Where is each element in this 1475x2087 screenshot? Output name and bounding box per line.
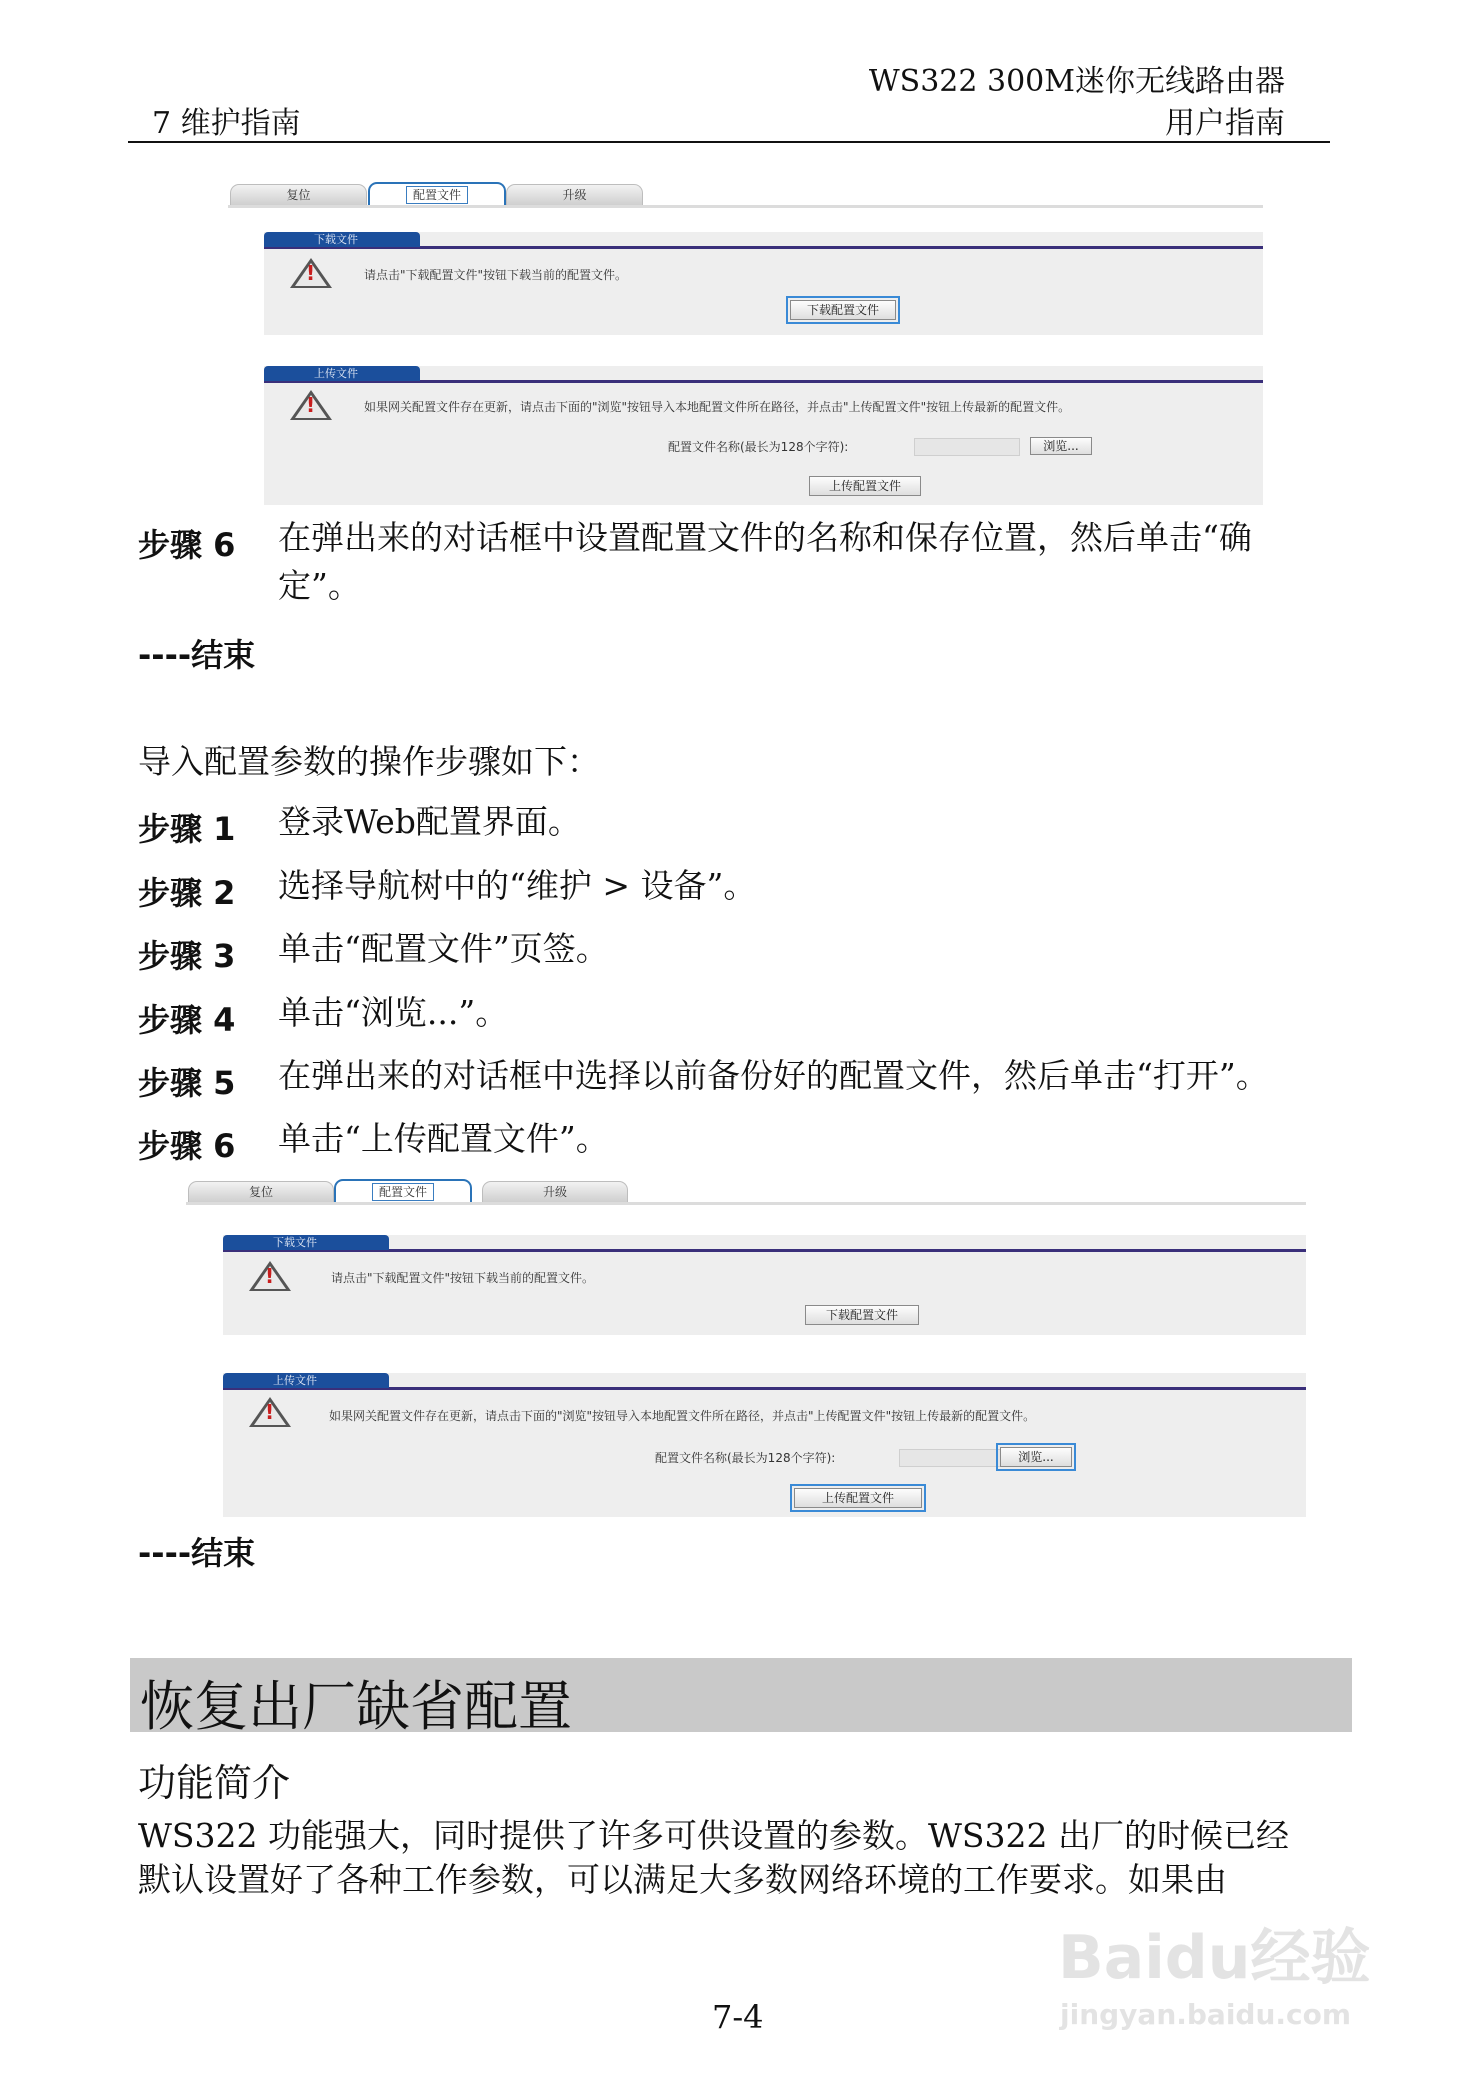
upload-panel bbox=[223, 1373, 1306, 1517]
step-label: 步骤 2 bbox=[138, 874, 236, 912]
tab-config-file[interactable]: 配置文件 bbox=[334, 1179, 472, 1203]
upload-panel-title: 上传文件 bbox=[264, 366, 420, 381]
step-text: 单击“配置文件”页签。 bbox=[278, 929, 609, 968]
step-text: 选择导航树中的“维护 > 设备”。 bbox=[278, 866, 757, 905]
tab-reset[interactable]: 复位 bbox=[230, 184, 367, 205]
header-rule bbox=[128, 141, 1330, 143]
config-filename-label: 配置文件名称(最长为128个字符): bbox=[655, 1451, 836, 1465]
upload-panel bbox=[264, 366, 1263, 505]
step-label: 步骤 6 bbox=[138, 526, 236, 564]
subheading: 功能简介 bbox=[138, 1761, 291, 1805]
step-text: 在弹出来的对话框中设置配置文件的名称和保存位置，然后单击“确 bbox=[278, 518, 1252, 557]
step-text: 在弹出来的对话框中选择以前备份好的配置文件，然后单击“打开”。 bbox=[278, 1056, 1269, 1095]
step-label: 步骤 6 bbox=[138, 1127, 236, 1165]
warning-mark: ! bbox=[306, 261, 316, 285]
header-guide: 用户指南 bbox=[1165, 106, 1285, 141]
step-label: 步骤 3 bbox=[138, 937, 236, 975]
watermark-url: jingyan.baidu.com bbox=[1060, 1998, 1352, 2031]
tab-bar-line bbox=[228, 205, 1263, 208]
paragraph-line: 默认设置好了各种工作参数，可以满足大多数网络环境的工作要求。如果由 bbox=[138, 1860, 1227, 1899]
page-number: 7-4 bbox=[712, 1998, 764, 2036]
download-panel-title: 下载文件 bbox=[264, 232, 420, 247]
tab-bar-line bbox=[186, 1202, 1306, 1205]
config-filename-input[interactable] bbox=[914, 438, 1020, 456]
config-filename-label: 配置文件名称(最长为128个字符): bbox=[668, 440, 849, 454]
tab-reset[interactable]: 复位 bbox=[188, 1181, 334, 1202]
tab-bar bbox=[228, 180, 1263, 206]
header-chapter: 7 维护指南 bbox=[152, 106, 301, 141]
import-intro: 导入配置参数的操作步骤如下： bbox=[138, 742, 600, 781]
upload-panel-title: 上传文件 bbox=[223, 1373, 389, 1388]
config-ui-screenshot-2 bbox=[186, 1177, 1306, 1517]
config-ui-screenshot-1 bbox=[228, 180, 1263, 505]
section-heading: 恢复出厂缺省配置 bbox=[140, 1675, 572, 1738]
warning-mark: ! bbox=[265, 1264, 275, 1288]
warning-mark: ! bbox=[265, 1400, 275, 1424]
upload-message: 如果网关配置文件存在更新，请点击下面的"浏览"按钮导入本地配置文件所在路径，并点击"上传配置文件"按钮上传最新的配置文件。 bbox=[329, 1409, 1036, 1423]
header-product: WS322 300M迷你无线路由器 bbox=[868, 64, 1285, 99]
step-text: 单击“上传配置文件”。 bbox=[278, 1119, 609, 1158]
step-text: 登录Web配置界面。 bbox=[278, 802, 581, 841]
tab-bar bbox=[186, 1177, 1306, 1203]
browse-button[interactable]: 浏览... bbox=[1030, 437, 1092, 455]
section-heading-bar bbox=[130, 1658, 1352, 1738]
download-config-button[interactable]: 下载配置文件 bbox=[790, 300, 896, 320]
download-panel bbox=[223, 1235, 1306, 1335]
upload-message: 如果网关配置文件存在更新，请点击下面的"浏览"按钮导入本地配置文件所在路径，并点击"上传配置文件"按钮上传最新的配置文件。 bbox=[364, 400, 1071, 414]
paragraph-line: WS322 功能强大，同时提供了许多可供设置的参数。WS322 出厂的时候已经 bbox=[138, 1816, 1290, 1855]
watermark-brand: Baidu经验 bbox=[1058, 1923, 1371, 1993]
download-message: 请点击"下载配置文件"按钮下载当前的配置文件。 bbox=[364, 268, 628, 282]
step-label: 步骤 4 bbox=[138, 1001, 236, 1039]
upload-config-button[interactable]: 上传配置文件 bbox=[794, 1488, 922, 1508]
download-message: 请点击"下载配置文件"按钮下载当前的配置文件。 bbox=[331, 1271, 595, 1285]
step-label: 步骤 1 bbox=[138, 810, 236, 848]
warning-mark: ! bbox=[306, 393, 316, 417]
end-marker: ----结束 bbox=[138, 636, 256, 674]
step-text: 定”。 bbox=[278, 566, 361, 605]
tab-upgrade[interactable]: 升级 bbox=[482, 1181, 628, 1202]
step-text: 单击“浏览...”。 bbox=[278, 993, 509, 1032]
tab-config-file[interactable]: 配置文件 bbox=[368, 182, 506, 206]
download-panel-title: 下载文件 bbox=[223, 1235, 389, 1250]
browse-button[interactable]: 浏览... bbox=[1000, 1447, 1072, 1467]
upload-config-button[interactable]: 上传配置文件 bbox=[809, 476, 921, 496]
step-label: 步骤 5 bbox=[138, 1064, 236, 1102]
end-marker: ----结束 bbox=[138, 1534, 256, 1572]
download-config-button[interactable]: 下载配置文件 bbox=[805, 1305, 919, 1325]
download-panel bbox=[264, 232, 1263, 335]
tab-upgrade[interactable]: 升级 bbox=[506, 184, 643, 205]
config-filename-input[interactable] bbox=[899, 1449, 1009, 1467]
